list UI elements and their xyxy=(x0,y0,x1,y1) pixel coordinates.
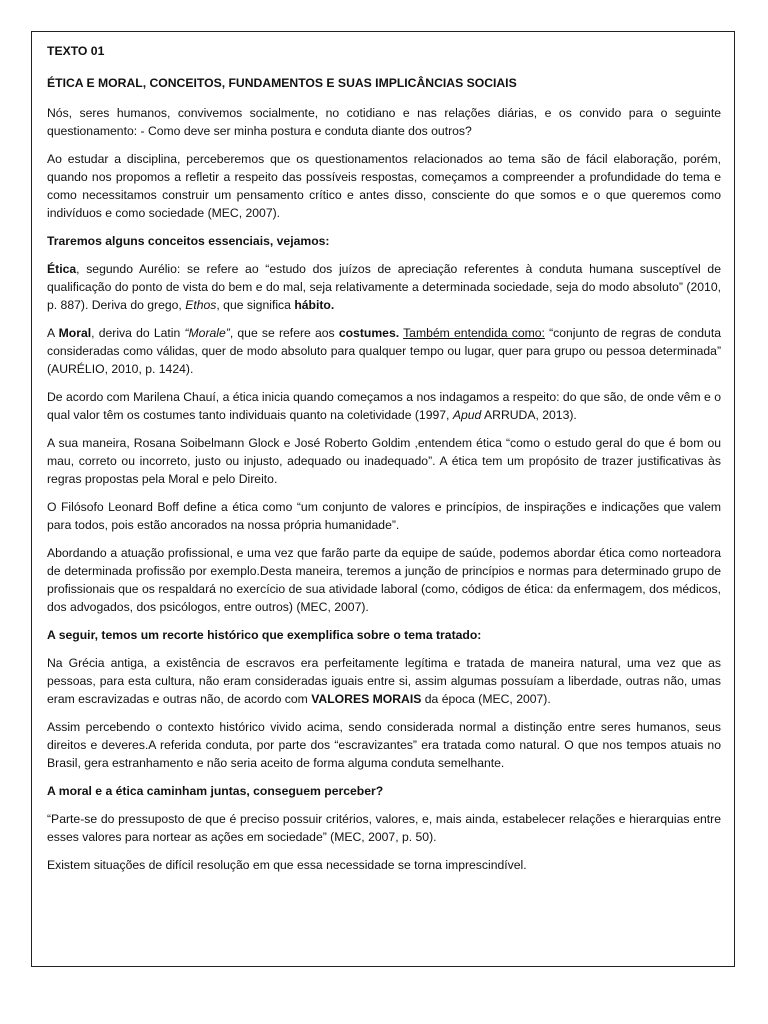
paragraph-question: A moral e a ética caminham juntas, conseguem perceber? xyxy=(47,784,384,798)
paragraph-moral: A Moral, deriva do Latin “Morale”, que se refere aos costumes. Também entendida como: “conjunto de regras de conduta consideradas como válidas, quer de modo absoluto para qualquer tempo ou lugar, quer para grupo ou pessoa determinada” (AURÉLIO, 2010, p. 1424). xyxy=(47,326,721,376)
paragraph-closing: Existem situações de difícil resolução em que essa necessidade se torna imprescindível. xyxy=(47,858,527,872)
document-body xyxy=(47,42,721,884)
paragraph-profession: Abordando a atuação profissional, e uma vez que farão parte da equipe de saúde, podemos abordar ética como norteadora de determinada profissão por exemplo.Desta maneira, teremos a junção de princípios e normas para determinado grupo de profissionais que os respaldará no exercício de sua atividade laboral (como, códigos de ética: da enfermagem, dos médicos, dos advogados, dos psicólogos, entre outros) (MEC, 2007). xyxy=(47,546,721,614)
paragraph-chaui: De acordo com Marilena Chauí, a ética inicia quando começamos a nos indagamos a respeito: do que são, de onde vêm e o qual valor têm os costumes tanto individuais quanto na coletividade (1997, Apud ARRUDA, 2013). xyxy=(47,390,721,422)
paragraph-etica: Ética, segundo Aurélio: se refere ao “estudo dos juízos de apreciação referentes à conduta humana susceptível de qualificação do ponto de vista do bem e do mal, seja relativamente a determinada sociedade, seja do modo absoluto” (2010, p. 887). Deriva do grego, Ethos, que significa hábito. xyxy=(47,262,721,312)
paragraph-glock-goldim: A sua maneira, Rosana Soibelmann Glock e José Roberto Goldim ,entendem ética “como o estudo geral do que é bom ou mau, correto ou incorreto, justo ou injusto, adequado ou inadequado”. A ética tem um propósito de trazer justificativas às regras propostas pela Moral e pelo Direito. xyxy=(47,436,721,486)
term-moral: Moral xyxy=(58,326,92,340)
paragraph-intro: Nós, seres humanos, convivemos socialmente, no cotidiano e nas relações diárias, e os convido para o seguinte questionamento: - Como deve ser minha postura e conduta diante dos outros? xyxy=(47,106,721,138)
document-heading: TEXTO 01 xyxy=(47,44,105,58)
term-etica: Ética xyxy=(47,262,77,276)
paragraph-boff: O Filósofo Leonard Boff define a ética como “um conjunto de valores e princípios, de inspirações e indicações que valem para todos, pois estão ancorados na nossa própria humanidade”. xyxy=(47,500,721,532)
paragraph-historic-lead: A seguir, temos um recorte histórico que exemplifica sobre o tema tratado: xyxy=(47,628,482,642)
paragraph-concepts-lead: Traremos alguns conceitos essenciais, vejamos: xyxy=(47,234,330,248)
paragraph-discipline: Ao estudar a disciplina, perceberemos que os questionamentos relacionados ao tema são de fácil elaboração, porém, quando nos propomos a refletir a respeito das possíveis respostas, começamos a compreender a profundidade do tema e como necessitamos construir um pensamento crítico e antes disso, consciente do que somos e o que queremos como indivíduos e como sociedade (MEC, 2007). xyxy=(47,152,721,220)
paragraph-greece: Na Grécia antiga, a existência de escravos era perfeitamente legítima e tratada de maneira natural, uma vez que as pessoas, para esta cultura, não eram consideradas iguais entre si, assim algumas possuíam a liberdade, outras não, umas eram escravizadas e outras não, de acordo com VALORES MORAIS da época (MEC, 2007). xyxy=(47,656,721,706)
paragraph-context: Assim percebendo o contexto histórico vivido acima, sendo considerada normal a distinção entre seres humanos, seus direitos e deveres.A referida conduta, por parte dos “escravizantes” era tratada como natural. O que nos tempos atuais no Brasil, gera estranhamento e não seria aceito de forma alguma conduta semelhante. xyxy=(47,720,721,770)
document-title: ÉTICA E MORAL, CONCEITOS, FUNDAMENTOS E SUAS IMPLICÂNCIAS SOCIAIS xyxy=(47,76,517,90)
paragraph-quote: “Parte-se do pressuposto de que é preciso possuir critérios, valores, e, mais ainda, estabelecer relações e hierarquias entre esses valores para nortear as ações em sociedade” (MEC, 2007, p. 50). xyxy=(47,812,721,844)
